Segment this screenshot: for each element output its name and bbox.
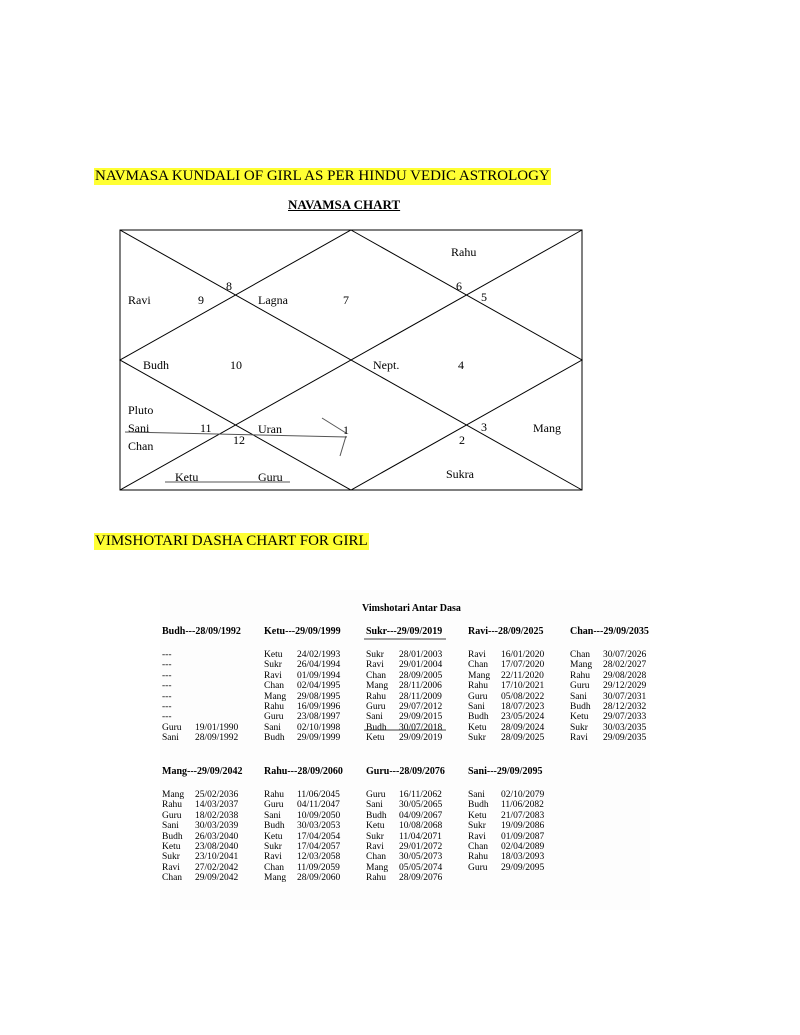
chart-label-sukra: Sukra (446, 467, 474, 481)
chart-label-rahu: Rahu (451, 245, 477, 259)
date: 04/09/2067 (399, 810, 443, 821)
date: 16/01/2020 (501, 650, 545, 660)
dasha-row (162, 811, 243, 821)
dasha-row (264, 723, 341, 733)
planet: Ravi (162, 862, 180, 873)
dasha-row (162, 863, 243, 873)
dasha-row (468, 790, 544, 800)
dasha-row (468, 660, 544, 670)
chart-label-ravi: Ravi (128, 293, 151, 307)
planet: Chan (264, 862, 285, 873)
planet: Chan (366, 670, 387, 681)
planet: Budh (264, 733, 285, 744)
planet: Chan (570, 650, 591, 660)
dasha-row (264, 681, 341, 691)
chart-label-n12: 12 (233, 433, 245, 447)
dasha-row (468, 723, 544, 733)
date: 11/09/2059 (297, 862, 340, 873)
date: 18/03/2093 (501, 852, 545, 863)
dasha-row (366, 712, 442, 722)
dasha-row (264, 821, 343, 831)
dasha-row (366, 681, 442, 691)
date: 28/01/2003 (399, 650, 443, 660)
date: 26/04/1994 (297, 660, 341, 671)
dasha-row (264, 873, 343, 883)
planet: Guru (468, 691, 488, 702)
planet: Rahu (264, 701, 285, 712)
dasha-row (570, 692, 649, 702)
date: 18/07/2023 (501, 701, 545, 712)
planet: Budh (264, 821, 285, 832)
planet: Rahu (468, 852, 489, 863)
planet: Rahu (162, 800, 183, 811)
dasha-row (264, 660, 341, 670)
planet: Mang (264, 873, 287, 884)
planet: Budh (468, 712, 489, 723)
dasha-row (570, 671, 649, 681)
strike-line (340, 436, 346, 456)
dasha-column-header: Sukr---29/09/2019 (366, 626, 443, 637)
date: 30/05/2065 (399, 800, 443, 811)
date: 29/09/1999 (297, 733, 341, 744)
dasha-row (264, 650, 341, 660)
planet: Guru (264, 800, 284, 811)
chart-label-budh: Budh (143, 358, 170, 372)
date: 26/03/2040 (195, 831, 239, 842)
date: 25/02/2036 (195, 790, 239, 800)
date: 14/03/2037 (195, 800, 239, 811)
planet: Sukr (570, 722, 588, 733)
date: 23/05/2024 (501, 712, 545, 723)
chart-label-n2: 2 (459, 433, 465, 447)
dasha-row (366, 702, 442, 712)
dasha-row (468, 842, 544, 852)
planet: Sani (468, 701, 485, 712)
dasha-row (366, 692, 442, 702)
dasha-column (570, 626, 649, 744)
dasha-column (468, 626, 544, 744)
dasha-row (570, 723, 649, 733)
planet: Mang (570, 660, 593, 671)
dasha-row (264, 800, 343, 810)
date: 17/07/2020 (501, 660, 545, 671)
chart-label-n7: 7 (343, 293, 349, 307)
planet: Guru (366, 701, 386, 712)
date: 29/09/2035 (603, 733, 647, 744)
dasha-row (162, 660, 241, 670)
dasha-row (366, 852, 445, 862)
dasha-title: Vimshotari Antar Dasa (362, 603, 461, 614)
dasha-row (162, 733, 241, 743)
dasha-row (162, 821, 243, 831)
dasha-row (468, 681, 544, 691)
dasha-row (468, 671, 544, 681)
planet: Sani (366, 712, 383, 723)
date: 28/02/2027 (603, 660, 647, 671)
date: 17/04/2054 (297, 831, 341, 842)
dasha-row (264, 733, 341, 743)
dasha-row (264, 671, 341, 681)
date: 11/04/2071 (399, 831, 442, 842)
date: 29/08/2028 (603, 670, 647, 681)
chart-label-chan: Chan (128, 439, 154, 453)
dasha-column (162, 626, 241, 744)
planet: Ravi (366, 841, 384, 852)
date: 28/09/2024 (501, 722, 545, 733)
dasha-row (264, 811, 343, 821)
date: 28/09/2025 (501, 733, 545, 744)
planet: Guru (570, 681, 590, 692)
date: 02/10/1998 (297, 722, 341, 733)
date: 23/08/2040 (195, 841, 239, 852)
date: 28/12/2032 (603, 701, 647, 712)
date: 29/01/2072 (399, 841, 443, 852)
dasha-column (162, 766, 243, 884)
dasha-column-header: Guru---28/09/2076 (366, 766, 445, 777)
dasha-column-header: Ravi---28/09/2025 (468, 626, 544, 637)
planet: Ketu (162, 841, 181, 852)
dasha-row (468, 832, 544, 842)
dasha-row (264, 790, 343, 800)
chart-label-pluto: Pluto (128, 403, 154, 417)
date: 11/06/2082 (501, 800, 544, 811)
dasha-row (468, 863, 544, 873)
planet: Rahu (264, 790, 285, 800)
planet: Mang (366, 681, 389, 692)
planet: Rahu (366, 691, 387, 702)
chart-label-n11: 11 (200, 421, 212, 435)
date: 19/09/2086 (501, 821, 545, 832)
planet: Ravi (468, 650, 486, 660)
chart-label-ketu: Ketu (175, 470, 199, 484)
dasha-row (366, 832, 445, 842)
chart-label-n10: 10 (230, 358, 242, 372)
dasha-column (264, 766, 343, 884)
chart-label-nept: Nept. (373, 358, 400, 372)
planet: Ketu (468, 722, 487, 733)
planet: Sani (570, 691, 587, 702)
planet: --- (162, 670, 172, 681)
planet: Mang (468, 670, 491, 681)
planet: Budh (366, 722, 387, 733)
planet: Guru (162, 810, 182, 821)
planet: Chan (264, 681, 285, 692)
dasha-row (264, 692, 341, 702)
date: 22/11/2020 (501, 670, 544, 681)
dasha-row (366, 842, 445, 852)
planet: Sukr (468, 733, 486, 744)
dasha-row (264, 702, 341, 712)
planet: Sukr (264, 660, 282, 671)
chart-label-n9: 9 (198, 293, 204, 307)
date: 29/09/2019 (399, 733, 443, 744)
date: 16/09/1996 (297, 701, 341, 712)
dasha-row (162, 712, 241, 722)
date: 28/11/2006 (399, 681, 442, 692)
dasha-row (570, 660, 649, 670)
date: 29/09/2095 (501, 862, 545, 873)
date: 30/03/2053 (297, 821, 341, 832)
chart-label-uran: Uran (258, 422, 282, 436)
dasha-column-header: Chan---29/09/2035 (570, 626, 649, 637)
dasha-row (570, 681, 649, 691)
dasha-row (366, 790, 445, 800)
planet: Budh (570, 701, 591, 712)
dasha-row (570, 733, 649, 743)
planet: Rahu (366, 873, 387, 884)
planet: --- (162, 712, 172, 723)
date: 10/09/2050 (297, 810, 341, 821)
dasha-row (468, 712, 544, 722)
date: 30/05/2073 (399, 852, 443, 863)
date: 28/09/1992 (195, 733, 239, 744)
chart-label-mang: Mang (533, 421, 561, 435)
date: 30/03/2035 (603, 722, 647, 733)
navamsa-heading: NAVMASA KUNDALI OF GIRL AS PER HINDU VEDIC ASTROLOGY (95, 168, 550, 184)
planet: Sukr (366, 831, 384, 842)
dasha-row (264, 832, 343, 842)
date: 23/10/2041 (195, 852, 239, 863)
dasha-row (468, 733, 544, 743)
planet: Sukr (468, 821, 486, 832)
planet: Ketu (264, 650, 283, 660)
dasha-row (366, 811, 445, 821)
date: 28/09/2076 (399, 873, 443, 884)
planet: Guru (468, 862, 488, 873)
date: 29/12/2029 (603, 681, 647, 692)
planet: --- (162, 681, 172, 692)
planet: Sani (366, 800, 383, 811)
date: 19/01/1990 (195, 722, 239, 733)
planet: Budh (468, 800, 489, 811)
planet: Mang (264, 691, 287, 702)
planet: Sani (264, 810, 281, 821)
planet: --- (162, 650, 172, 660)
planet: Ketu (264, 831, 283, 842)
dasha-row (468, 692, 544, 702)
date: 02/04/2089 (501, 841, 545, 852)
date: 04/11/2047 (297, 800, 340, 811)
date: 01/09/2087 (501, 831, 545, 842)
chart-label-n4: 4 (458, 358, 464, 372)
planet: Chan (468, 660, 489, 671)
chart-label-lagna: Lagna (258, 293, 288, 307)
planet: Ravi (468, 831, 486, 842)
date: 10/08/2068 (399, 821, 443, 832)
dasha-column (468, 766, 544, 873)
planet: Mang (366, 862, 389, 873)
dasha-row (162, 790, 243, 800)
dasha-row (570, 702, 649, 712)
planet: Sukr (264, 841, 282, 852)
dasha-column-header: Mang---29/09/2042 (162, 766, 243, 777)
dasha-row (366, 650, 442, 660)
planet: Sani (468, 790, 485, 800)
dasha-column-header: Ketu---29/09/1999 (264, 626, 341, 637)
planet: Ravi (264, 670, 282, 681)
dasha-row (264, 842, 343, 852)
chart-label-n5: 5 (481, 290, 487, 304)
planet: Rahu (570, 670, 591, 681)
date: 29/09/2015 (399, 712, 443, 723)
planet: Sani (162, 733, 179, 744)
dasha-row (570, 712, 649, 722)
planet: Sukr (366, 650, 384, 660)
date: 28/09/2060 (297, 873, 341, 884)
chart-label-n8: 8 (226, 279, 232, 293)
date: 21/07/2083 (501, 810, 545, 821)
planet: Guru (162, 722, 182, 733)
dasha-row (366, 660, 442, 670)
dasha-row (162, 873, 243, 883)
planet: Guru (264, 712, 284, 723)
dasha-column (366, 626, 442, 744)
planet: Ravi (264, 852, 282, 863)
chart-label-n6: 6 (456, 279, 462, 293)
dasha-row (162, 832, 243, 842)
planet: Ketu (570, 712, 589, 723)
date: 02/04/1995 (297, 681, 341, 692)
planet: --- (162, 701, 172, 712)
chart-title: NAVAMSA CHART (288, 197, 401, 212)
dasha-row (366, 863, 445, 873)
date: 30/07/2026 (603, 650, 647, 660)
date: 11/06/2045 (297, 790, 340, 800)
planet: Ravi (366, 660, 384, 671)
dasha-row (366, 821, 445, 831)
planet: Budh (366, 810, 387, 821)
date: 16/11/2062 (399, 790, 442, 800)
date: 30/03/2039 (195, 821, 239, 832)
planet: Ketu (366, 821, 385, 832)
chart-label-n3: 3 (481, 420, 487, 434)
dasha-row (162, 842, 243, 852)
date: 30/07/2018 (399, 722, 443, 733)
date: 29/07/2012 (399, 701, 443, 712)
planet: Guru (366, 790, 386, 800)
date: 28/09/2005 (399, 670, 443, 681)
dasha-heading: VIMSHOTARI DASHA CHART FOR GIRL (95, 533, 368, 549)
planet: Ketu (366, 733, 385, 744)
date: 29/08/1995 (297, 691, 341, 702)
dasha-row (366, 723, 442, 733)
dasha-row (366, 800, 445, 810)
dasha-row (162, 800, 243, 810)
date: 29/01/2004 (399, 660, 443, 671)
date: 17/10/2021 (501, 681, 545, 692)
date: 24/02/1993 (297, 650, 341, 660)
date: 27/02/2042 (195, 862, 239, 873)
date: 05/05/2074 (399, 862, 443, 873)
dasha-row (162, 692, 241, 702)
planet: Ravi (570, 733, 588, 744)
date: 30/07/2031 (603, 691, 647, 702)
dasha-row (366, 671, 442, 681)
date: 18/02/2038 (195, 810, 239, 821)
planet: Rahu (468, 681, 489, 692)
dasha-row (162, 852, 243, 862)
dasha-row (162, 681, 241, 691)
dasha-column (264, 626, 341, 744)
dasha-column-header: Sani---29/09/2095 (468, 766, 543, 777)
dasha-row (570, 650, 649, 660)
dasha-row (468, 650, 544, 660)
dasha-column-header: Rahu---28/09/2060 (264, 766, 343, 777)
dasha-row (366, 873, 445, 883)
planet: Sani (264, 722, 281, 733)
dasha-row (468, 800, 544, 810)
dasha-row (162, 671, 241, 681)
dasha-column (366, 766, 445, 884)
dasha-row (468, 852, 544, 862)
chart-label-n1: 1 (343, 423, 349, 437)
planet: Ketu (468, 810, 487, 821)
planet: Chan (366, 852, 387, 863)
planet: Chan (468, 841, 489, 852)
chart-label-sani: Sani (128, 421, 150, 435)
dasha-row (468, 821, 544, 831)
dasha-row (264, 712, 341, 722)
planet: Mang (162, 790, 185, 800)
date: 28/11/2009 (399, 691, 442, 702)
planet: --- (162, 660, 172, 671)
planet: Sukr (162, 852, 180, 863)
dasha-row (264, 852, 343, 862)
date: 02/10/2079 (501, 790, 545, 800)
dasha-row (366, 733, 442, 743)
date: 17/04/2057 (297, 841, 341, 852)
dasha-column-header: Budh---28/09/1992 (162, 626, 241, 637)
planet: --- (162, 691, 172, 702)
date: 01/09/1994 (297, 670, 341, 681)
dasha-row (162, 723, 241, 733)
date: 23/08/1997 (297, 712, 341, 723)
date: 29/07/2033 (603, 712, 647, 723)
planet: Sani (162, 821, 179, 832)
dasha-row (468, 702, 544, 712)
planet: Chan (162, 873, 183, 884)
date: 05/08/2022 (501, 691, 545, 702)
date: 29/09/2042 (195, 873, 239, 884)
chart-label-guru: Guru (258, 470, 283, 484)
planet: Budh (162, 831, 183, 842)
date: 12/03/2058 (297, 852, 341, 863)
dasha-row (162, 650, 241, 660)
dasha-row (264, 863, 343, 873)
dasha-row (468, 811, 544, 821)
dasha-row (162, 702, 241, 712)
